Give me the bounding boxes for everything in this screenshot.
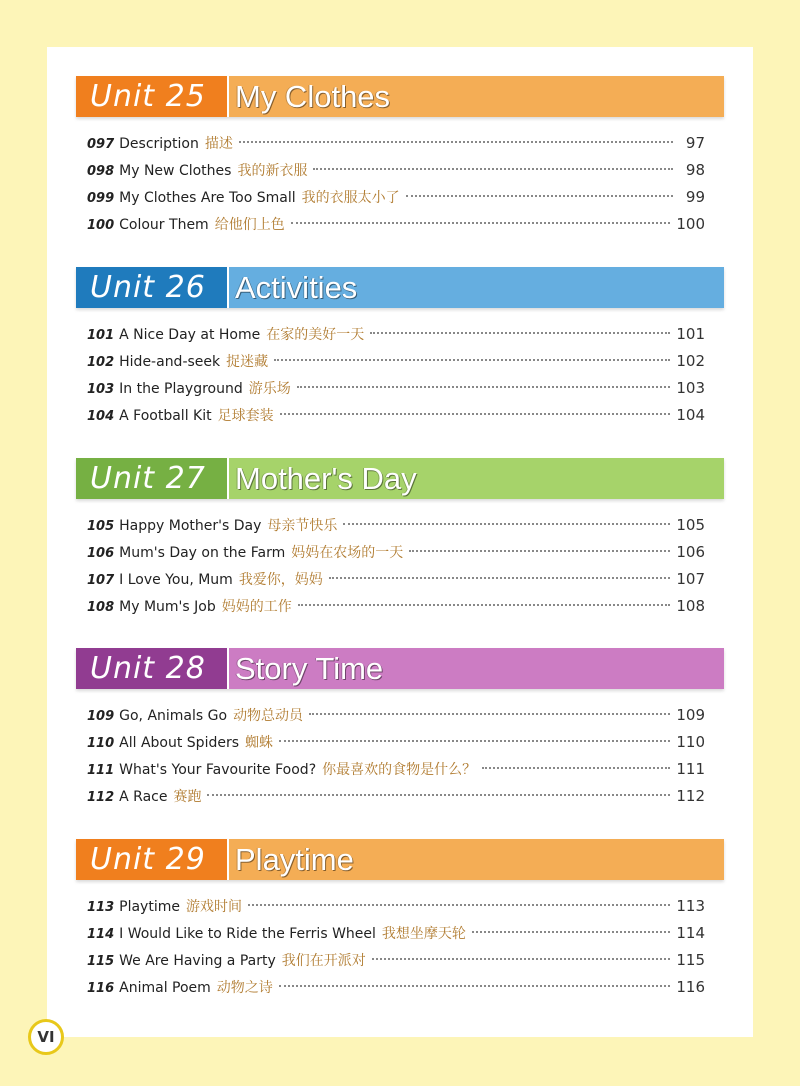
lesson-title-en: My New Clothes (119, 163, 232, 179)
lesson-title-en: Animal Poem (119, 980, 211, 996)
lesson-page-number: 105 (676, 516, 705, 534)
dot-leader (297, 386, 671, 388)
lesson-number: 105 (87, 519, 115, 534)
lesson-entry[interactable] (87, 133, 705, 160)
lesson-title-cn: 我爱你，妈妈 (238, 572, 323, 588)
lesson-entry[interactable] (87, 214, 705, 241)
lesson-number: 102 (87, 355, 115, 370)
unit-label: Unit 29 (76, 839, 227, 880)
lesson-entry[interactable] (87, 950, 705, 977)
lesson-page-number: 111 (676, 760, 705, 778)
unit-banner (76, 267, 724, 308)
lesson-title-cn: 赛跑 (173, 789, 202, 805)
dot-leader (279, 740, 670, 742)
toc-page (47, 47, 753, 1037)
lesson-list (76, 705, 724, 813)
lesson-number: 103 (87, 382, 115, 397)
lesson-title-cn: 我想坐摩天轮 (381, 926, 466, 942)
lesson-entry[interactable] (87, 923, 705, 950)
lesson-number: 114 (87, 927, 115, 942)
lesson-title-cn: 足球套装 (217, 408, 274, 424)
lesson-page-number: 101 (676, 325, 705, 343)
dot-leader (329, 577, 671, 579)
lesson-title-cn: 游戏时间 (185, 899, 242, 915)
lesson-title-en: I Would Like to Ride the Ferris Wheel (119, 926, 376, 942)
unit-section (76, 648, 724, 813)
lesson-page-number: 114 (676, 924, 705, 942)
lesson-title-en: A Race (119, 789, 168, 805)
lesson-number: 112 (87, 790, 115, 805)
lesson-page-number: 110 (676, 733, 705, 751)
lesson-title-en: Description (119, 136, 199, 152)
lesson-title-cn: 我的新衣服 (237, 163, 308, 179)
dot-leader (472, 931, 670, 933)
lesson-title-cn: 描述 (204, 136, 233, 152)
unit-title: Mother's Day (235, 460, 417, 496)
lesson-entry[interactable] (87, 786, 705, 813)
lesson-entry[interactable] (87, 896, 705, 923)
lesson-page-number: 109 (676, 706, 705, 724)
dot-leader (372, 958, 671, 960)
lesson-entry[interactable] (87, 378, 705, 405)
dot-leader (207, 794, 670, 796)
lesson-page-number: 98 (685, 161, 705, 179)
lesson-title-en: Colour Them (119, 217, 209, 233)
dot-leader (280, 413, 671, 415)
lesson-page-number: 106 (676, 543, 705, 561)
unit-banner (76, 76, 724, 117)
unit-section (76, 839, 724, 1004)
lesson-title-en: A Nice Day at Home (119, 327, 261, 343)
lesson-number: 116 (87, 981, 115, 996)
lesson-number: 106 (87, 546, 115, 561)
lesson-list (76, 896, 724, 1004)
lesson-number: 100 (87, 218, 115, 233)
lesson-page-number: 112 (676, 787, 705, 805)
lesson-title-cn: 我的衣服太小了 (301, 190, 400, 206)
unit-section (76, 76, 724, 241)
unit-section (76, 267, 724, 432)
lesson-page-number: 108 (676, 597, 705, 615)
lesson-title-cn: 在家的美好一天 (266, 327, 365, 343)
lesson-page-number: 99 (685, 188, 705, 206)
lesson-page-number: 115 (676, 951, 705, 969)
unit-banner (76, 648, 724, 689)
lesson-title-en: What's Your Favourite Food? (119, 762, 317, 778)
dot-leader (313, 168, 673, 170)
lesson-entry[interactable] (87, 732, 705, 759)
lesson-title-cn: 你最喜欢的食物是什么？ (322, 762, 477, 778)
lesson-entry[interactable] (87, 596, 705, 623)
lesson-title-cn: 妈妈的工作 (221, 599, 292, 615)
lesson-title-en: My Clothes Are Too Small (119, 190, 296, 206)
dot-leader (409, 550, 670, 552)
lesson-list (76, 515, 724, 623)
lesson-title-en: Go, Animals Go (119, 708, 228, 724)
lesson-title-cn: 妈妈在农场的一天 (291, 545, 404, 561)
lesson-page-number: 116 (676, 978, 705, 996)
lesson-number: 104 (87, 409, 115, 424)
dot-leader (298, 604, 671, 606)
lesson-entry[interactable] (87, 187, 705, 214)
lesson-title-cn: 游乐场 (248, 381, 291, 397)
lesson-entry[interactable] (87, 324, 705, 351)
lesson-page-number: 102 (676, 352, 705, 370)
lesson-title-en: All About Spiders (119, 735, 240, 751)
lesson-title-cn: 母亲节快乐 (267, 518, 338, 534)
unit-label: Unit 28 (76, 648, 227, 689)
lesson-page-number: 104 (676, 406, 705, 424)
lesson-title-cn: 给他们上色 (214, 217, 285, 233)
lesson-page-number: 100 (676, 215, 705, 233)
lesson-title-cn: 动物之诗 (216, 980, 273, 996)
unit-label: Unit 27 (76, 458, 227, 499)
dot-leader (343, 523, 670, 525)
lesson-number: 101 (87, 328, 115, 343)
lesson-title-en: We Are Having a Party (119, 953, 276, 969)
dot-leader (370, 332, 670, 334)
lesson-entry[interactable] (87, 977, 705, 1004)
lesson-number: 109 (87, 709, 115, 724)
lesson-number: 111 (87, 763, 115, 778)
unit-title: Story Time (235, 650, 384, 686)
unit-banner (76, 839, 724, 880)
lesson-entry[interactable] (87, 515, 705, 542)
lesson-title-cn: 蜘蛛 (245, 735, 274, 751)
lesson-title-en: In the Playground (119, 381, 243, 397)
lesson-number: 098 (87, 164, 115, 179)
unit-label: Unit 26 (76, 267, 227, 308)
unit-label: Unit 25 (76, 76, 227, 117)
lesson-number: 107 (87, 573, 115, 588)
unit-title: Playtime (235, 841, 354, 877)
lesson-entry[interactable] (87, 759, 705, 786)
lesson-title-cn: 我们在开派对 (281, 953, 366, 969)
lesson-entry[interactable] (87, 542, 705, 569)
lesson-number: 097 (87, 137, 115, 152)
unit-banner (76, 458, 724, 499)
lesson-title-cn: 动物总动员 (233, 708, 304, 724)
dot-leader (248, 904, 670, 906)
lesson-entry[interactable] (87, 351, 705, 378)
lesson-list (76, 324, 724, 432)
dot-leader (309, 713, 670, 715)
lesson-title-en: Hide-and-seek (119, 354, 221, 370)
lesson-page-number: 97 (685, 134, 705, 152)
dot-leader (279, 985, 671, 987)
lesson-title-en: Playtime (119, 899, 180, 915)
lesson-title-en: I Love You, Mum (119, 572, 233, 588)
lesson-title-cn: 捉迷藏 (226, 354, 269, 370)
dot-leader (291, 222, 671, 224)
page-number: VI (37, 1028, 55, 1046)
lesson-list (76, 133, 724, 241)
lesson-entry[interactable] (87, 405, 705, 432)
unit-section (76, 458, 724, 623)
lesson-page-number: 113 (676, 897, 705, 915)
lesson-entry[interactable] (87, 705, 705, 732)
lesson-entry[interactable] (87, 569, 705, 596)
lesson-number: 110 (87, 736, 115, 751)
page-number-badge (28, 1019, 64, 1055)
lesson-number: 113 (87, 900, 115, 915)
dot-leader (482, 767, 670, 769)
unit-title: Activities (235, 269, 358, 305)
lesson-title-en: A Football Kit (119, 408, 212, 424)
lesson-page-number: 103 (676, 379, 705, 397)
lesson-page-number: 107 (676, 570, 705, 588)
dot-leader (239, 141, 673, 143)
lesson-number: 108 (87, 600, 115, 615)
lesson-entry[interactable] (87, 160, 705, 187)
lesson-title-en: Happy Mother's Day (119, 518, 262, 534)
lesson-number: 115 (87, 954, 115, 969)
unit-title: My Clothes (235, 78, 391, 114)
lesson-title-en: My Mum's Job (119, 599, 216, 615)
dot-leader (406, 195, 673, 197)
lesson-title-en: Mum's Day on the Farm (119, 545, 286, 561)
lesson-number: 099 (87, 191, 115, 206)
dot-leader (274, 359, 670, 361)
